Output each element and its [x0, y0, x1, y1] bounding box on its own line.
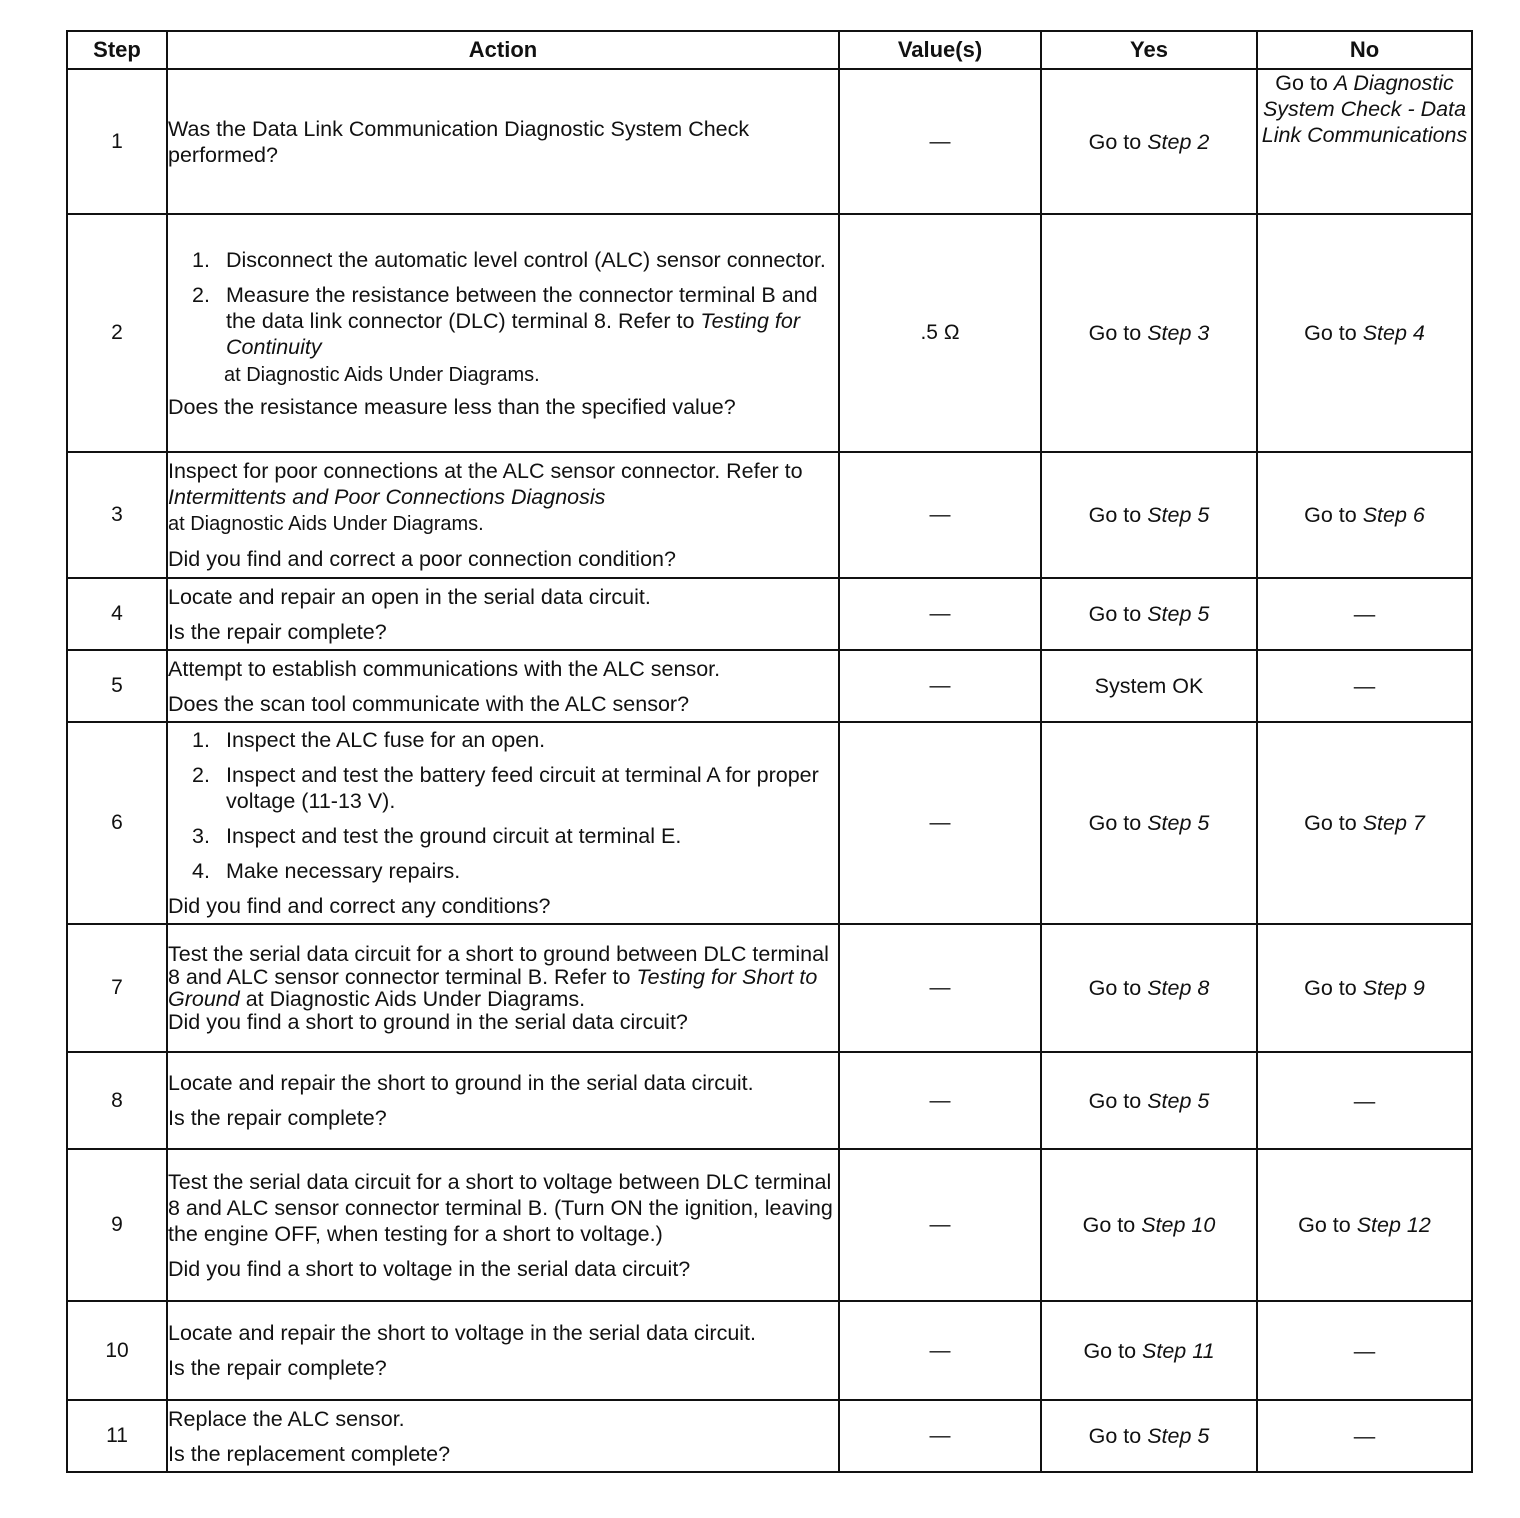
- action-text: Locate and repair the short to voltage in the serial data circuit.: [168, 1321, 757, 1345]
- header-row: [67, 31, 1472, 69]
- yes-cell: Go to Step 5: [1041, 578, 1257, 650]
- table-row: [67, 1400, 1472, 1472]
- step-number: 6: [67, 722, 167, 924]
- no-cell: Go to Step 12: [1257, 1149, 1472, 1301]
- reference-link: Testing for Short to Ground: [168, 964, 818, 1011]
- action-cell: [167, 1301, 839, 1400]
- action-cell: [167, 1149, 839, 1301]
- table-row: [67, 578, 1472, 650]
- reference-link: Testing for Continuity: [226, 308, 801, 359]
- yes-ref: Step 11: [1142, 1338, 1215, 1363]
- no-cell: —: [1257, 1052, 1472, 1149]
- yes-ref: Step 10: [1141, 1213, 1216, 1237]
- action-text: Replace the ALC sensor.: [168, 1406, 405, 1431]
- no-cell: —: [1257, 1400, 1472, 1472]
- yes-cell: Go to Step 5: [1041, 1400, 1257, 1472]
- no-cell: Go to Step 7: [1257, 722, 1472, 924]
- yes-prefix: Go to: [1088, 129, 1148, 154]
- step-number: 2: [67, 214, 167, 452]
- yes-ref: Step 5: [1147, 602, 1210, 626]
- header-step: Step: [67, 31, 167, 69]
- yes-cell: [1041, 69, 1257, 214]
- yes-ref: Step 8: [1147, 976, 1210, 1000]
- value-cell: —: [839, 1301, 1041, 1400]
- value-cell: —: [839, 69, 1041, 214]
- list-item: 1. Disconnect the automatic level control (ALC) sensor connector.: [192, 247, 826, 272]
- action-question: Is the replacement complete?: [168, 1441, 451, 1466]
- value-cell: —: [839, 1149, 1041, 1301]
- yes-cell: System OK: [1041, 650, 1257, 722]
- yes-cell: Go to Step 5: [1041, 452, 1257, 578]
- step-number: 5: [67, 650, 167, 722]
- step-number: 1: [67, 69, 167, 214]
- value-cell: —: [839, 722, 1041, 924]
- table-row: [67, 650, 1472, 722]
- no-ref: Step 12: [1356, 1213, 1431, 1237]
- no-ref: A Diagnostic System Check - Data Link Communications: [1261, 71, 1468, 147]
- value-cell: —: [839, 578, 1041, 650]
- action-question: Is the repair complete?: [168, 1106, 387, 1130]
- action-text: Inspect for poor connections at the ALC sensor connector. Refer to Intermittents and Poor Connections Diagnosis at Diagnostic Aids Under Diagrams.: [168, 459, 803, 535]
- no-cell: —: [1257, 578, 1472, 650]
- list-item: 1. Inspect the ALC fuse for an open.: [192, 728, 546, 752]
- action-question: Does the resistance measure less than the specified value?: [168, 394, 736, 419]
- table-row: [67, 1052, 1472, 1149]
- no-ref: Step 7: [1362, 811, 1425, 835]
- yes-ref: Step 3: [1147, 321, 1210, 345]
- yes-cell: Go to Step 5: [1041, 1052, 1257, 1149]
- action-text: Locate and repair an open in the serial data circuit.: [168, 584, 651, 609]
- yes-cell: Go to Step 11: [1041, 1301, 1257, 1400]
- table-row: [67, 1301, 1472, 1400]
- no-cell: Go to Step 9: [1257, 924, 1472, 1052]
- value-cell: —: [839, 1052, 1041, 1149]
- yes-cell: Go to Step 10: [1041, 1149, 1257, 1301]
- yes-ref: Step 2: [1147, 129, 1210, 154]
- step-number: 7: [67, 924, 167, 1052]
- action-cell: [167, 1052, 839, 1149]
- step-number: 4: [67, 578, 167, 650]
- step-number: 10: [67, 1301, 167, 1400]
- yes-ref: Step 5: [1147, 811, 1210, 835]
- action-cell: [167, 578, 839, 650]
- action-question: Is the repair complete?: [168, 1356, 387, 1380]
- yes-cell: Go to Step 5: [1041, 722, 1257, 924]
- action-text: Attempt to establish communications with the ALC sensor.: [168, 656, 721, 681]
- no-ref: Step 6: [1362, 503, 1425, 527]
- action-cell: [167, 452, 839, 578]
- action-cell: [167, 1400, 839, 1472]
- table-row: [67, 69, 1472, 214]
- step-number: 11: [67, 1400, 167, 1472]
- action-cell: [167, 650, 839, 722]
- header-action: Action: [167, 31, 839, 69]
- value-cell: —: [839, 650, 1041, 722]
- action-list: [168, 727, 838, 884]
- value-cell: —: [839, 924, 1041, 1052]
- value-cell: .5 Ω: [839, 214, 1041, 452]
- table-row: [67, 924, 1472, 1052]
- header-yes: Yes: [1041, 31, 1257, 69]
- diagnostic-table: [66, 30, 1473, 1473]
- no-ref: Step 9: [1362, 976, 1425, 1000]
- header-values: Value(s): [839, 31, 1041, 69]
- action-list: [168, 247, 838, 360]
- action-question: Does the scan tool communicate with the ALC sensor?: [168, 691, 690, 716]
- header-no: No: [1257, 31, 1472, 69]
- action-text: Locate and repair the short to ground in the serial data circuit.: [168, 1071, 754, 1095]
- action-question: Is the repair complete?: [168, 619, 387, 644]
- action-text: Test the serial data circuit for a short to ground between DLC terminal 8 and ALC sensor connector terminal B. Refer to Testing for Short to Ground at Diagnostic Aids Under Diagrams.: [168, 942, 829, 1011]
- table-row: [67, 452, 1472, 578]
- table-row: [67, 214, 1472, 452]
- value-cell: —: [839, 452, 1041, 578]
- value-cell: —: [839, 1400, 1041, 1472]
- list-item: 2. Measure the resistance between the connector terminal B and the data link connector (DLC) terminal 8. Refer to Testing for Continuity: [192, 282, 818, 359]
- action-question: Did you find a short to ground in the serial data circuit?: [168, 1009, 688, 1034]
- action-subtext: at Diagnostic Aids Under Diagrams.: [224, 363, 540, 386]
- yes-ref: Step 5: [1147, 503, 1210, 527]
- action-cell: [167, 214, 839, 452]
- no-cell: —: [1257, 1301, 1472, 1400]
- table-row: [67, 722, 1472, 924]
- yes-ref: Step 5: [1147, 1088, 1210, 1113]
- action-question: Did you find a short to voltage in the serial data circuit?: [168, 1256, 691, 1281]
- yes-cell: Go to Step 3: [1041, 214, 1257, 452]
- step-number: 9: [67, 1149, 167, 1301]
- yes-cell: Go to Step 8: [1041, 924, 1257, 1052]
- reference-link: Intermittents and Poor Connections Diagnosis: [168, 485, 606, 509]
- list-item: 3. Inspect and test the ground circuit at terminal E.: [192, 824, 682, 848]
- no-ref: Step 4: [1362, 321, 1425, 345]
- action-question: Did you find and correct any conditions?: [168, 894, 551, 918]
- action-text: Was the Data Link Communication Diagnostic System Check performed?: [168, 116, 750, 167]
- action-cell: [167, 924, 839, 1052]
- no-cell: Go to Step 4: [1257, 214, 1472, 452]
- step-number: 8: [67, 1052, 167, 1149]
- action-cell: [167, 722, 839, 924]
- list-item: 4. Make necessary repairs.: [192, 859, 461, 883]
- step-number: 3: [67, 452, 167, 578]
- no-cell: [1257, 69, 1472, 214]
- action-text: Test the serial data circuit for a short to voltage between DLC terminal 8 and ALC sensor connector terminal B. (Turn ON the ignition, leaving the engine OFF, when testing for a short to voltage.): [168, 1169, 833, 1246]
- no-cell: —: [1257, 650, 1472, 722]
- table-row: [67, 1149, 1472, 1301]
- yes-ref: Step 5: [1147, 1424, 1210, 1448]
- list-item: 2. Inspect and test the battery feed circuit at terminal A for proper voltage (11-13 V).: [192, 763, 819, 813]
- action-cell: [167, 69, 839, 214]
- no-prefix: Go to: [1275, 71, 1334, 95]
- action-question: Did you find and correct a poor connection condition?: [168, 547, 676, 571]
- no-cell: Go to Step 6: [1257, 452, 1472, 578]
